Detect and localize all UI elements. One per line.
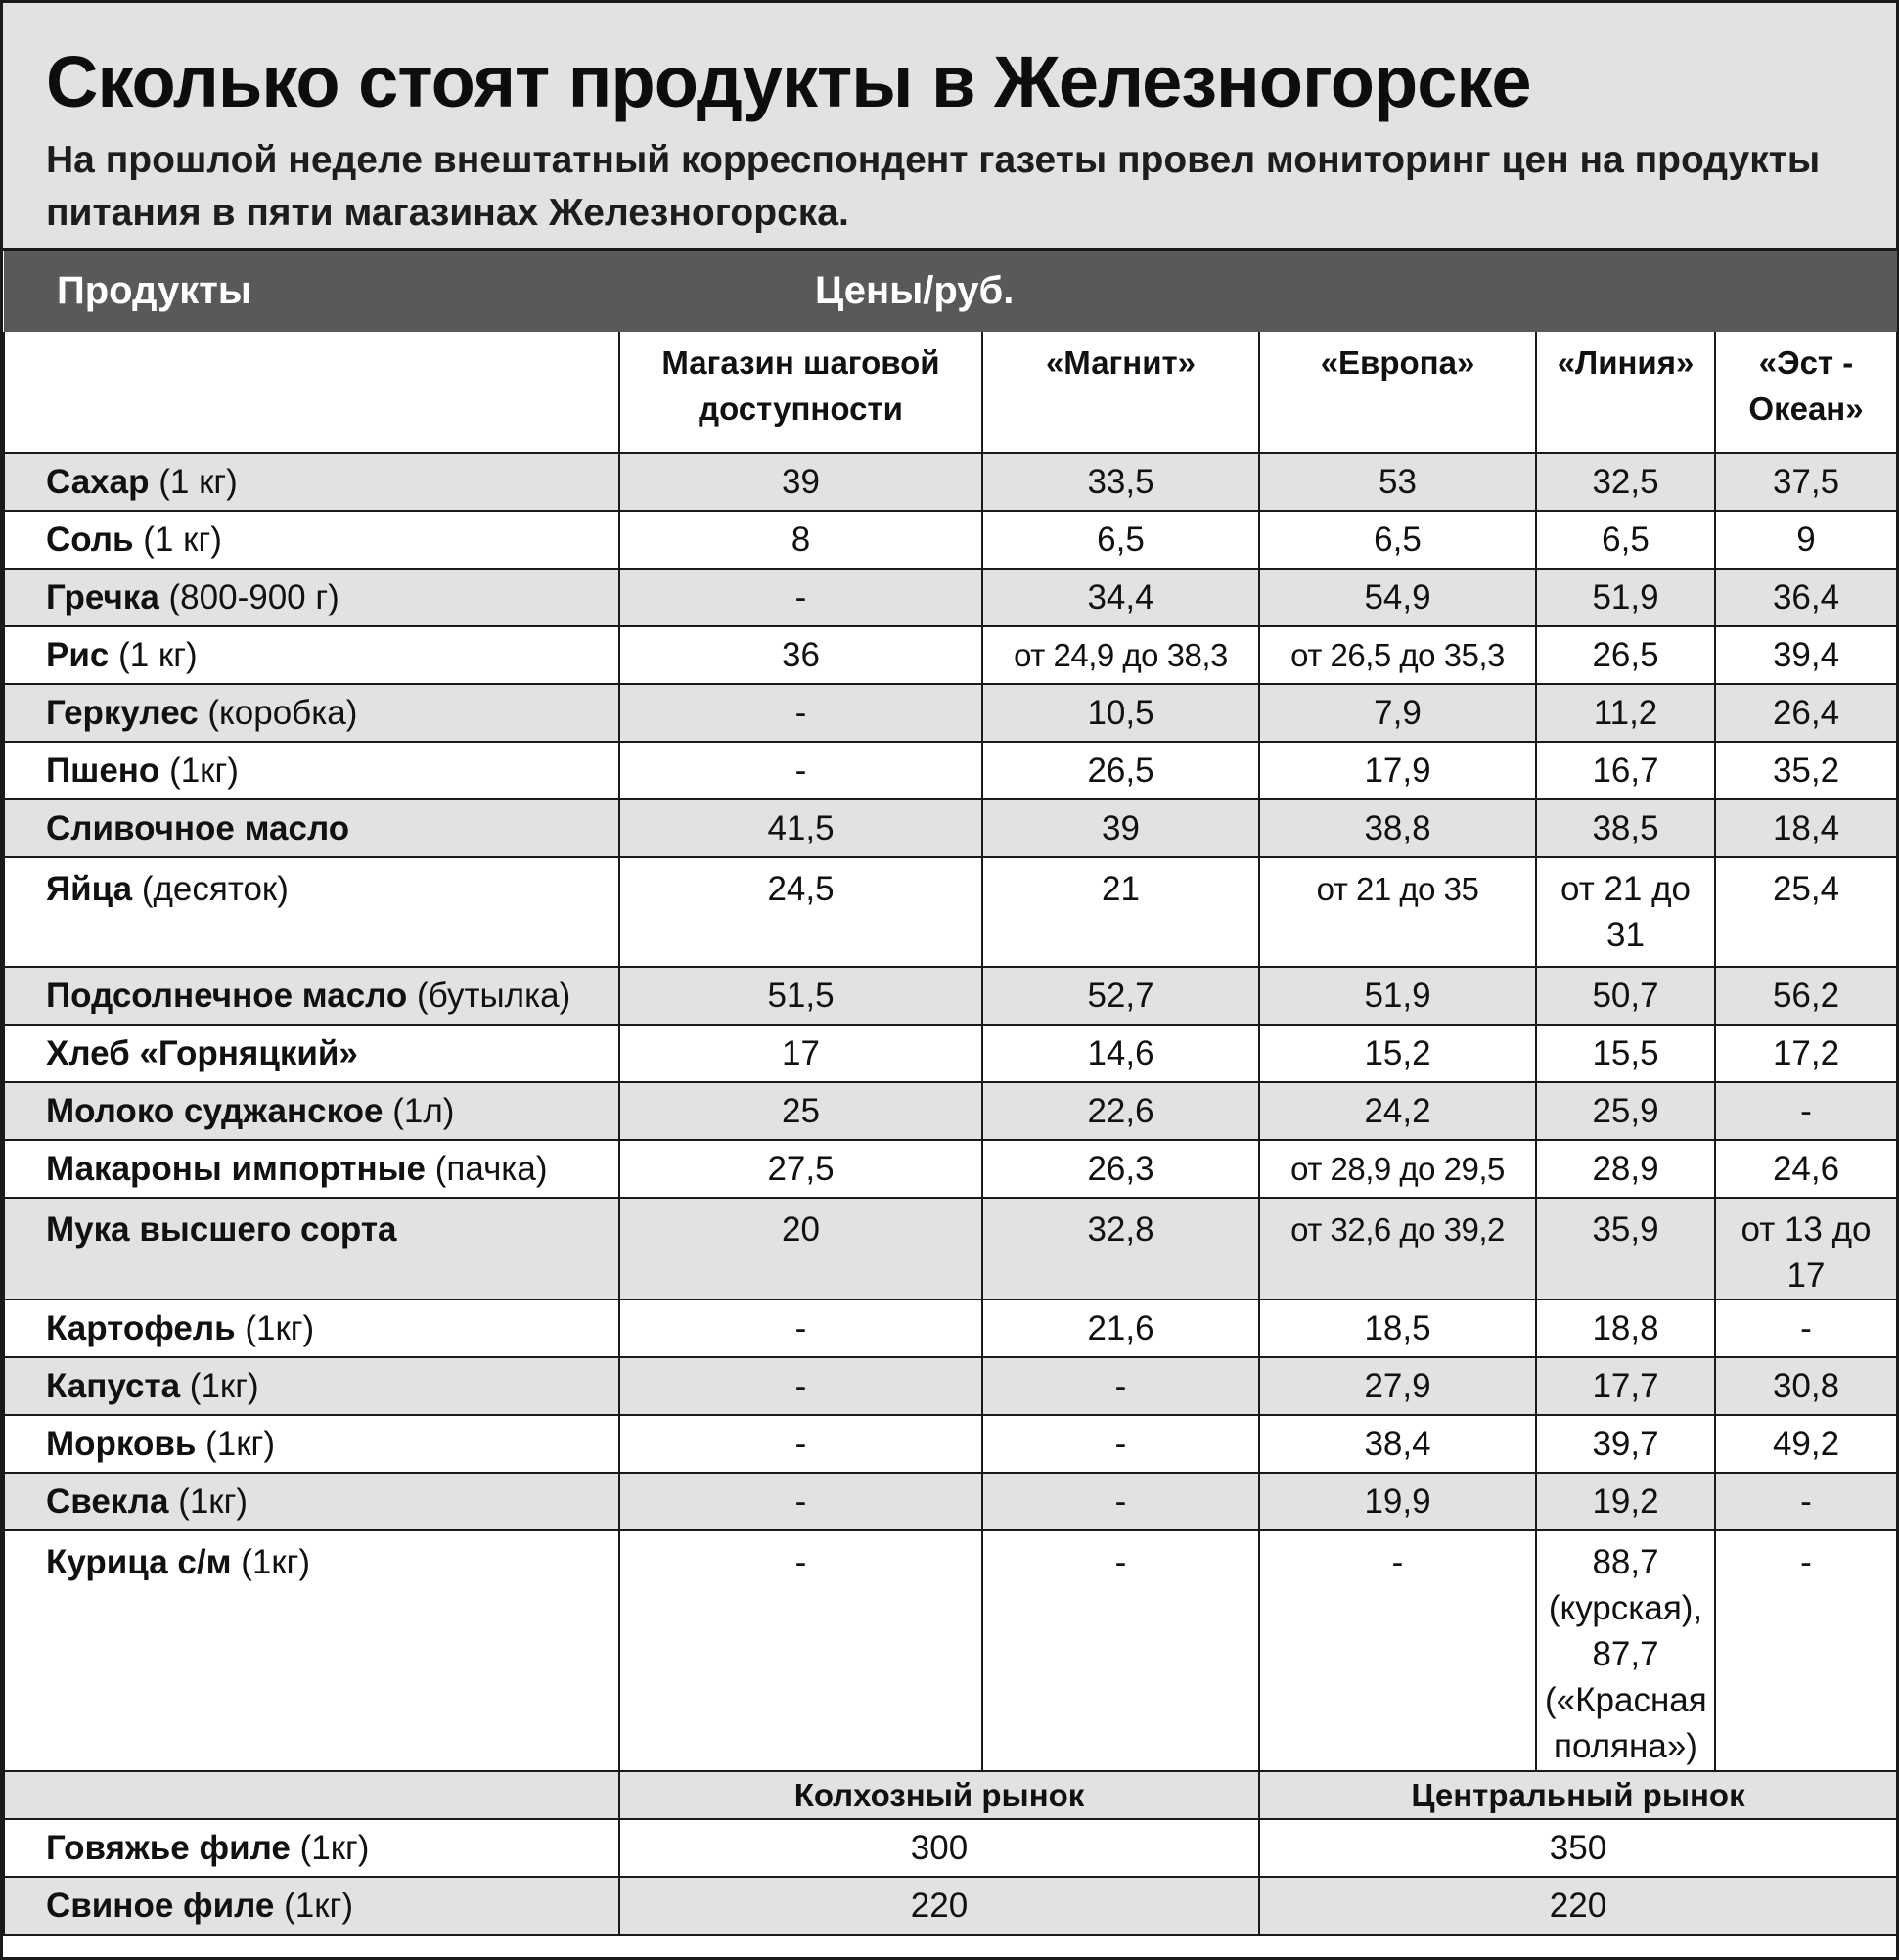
table-row xyxy=(4,857,1897,967)
price-cell: 51,9 xyxy=(1259,967,1536,1025)
price-cell: 50,7 xyxy=(1536,967,1715,1025)
product-name-cell xyxy=(4,1877,619,1935)
price-cell: 41,5 xyxy=(619,799,982,857)
market-name: Центральный рынок xyxy=(1259,1771,1897,1819)
price-cell: - xyxy=(619,569,982,626)
page-subtitle: На прошлой неделе внештатный корреспондент газеты провел мониторинг цен на продукты питания в пяти магазинах Железногорска. xyxy=(46,139,1821,234)
price-cell: от 28,9 до 29,5 xyxy=(1259,1140,1536,1198)
price-cell: 56,2 xyxy=(1715,967,1897,1025)
price-cell: - xyxy=(1715,1473,1897,1530)
price-cell: 10,5 xyxy=(982,684,1259,742)
price-cell: 11,2 xyxy=(1536,684,1715,742)
product-name-cell xyxy=(4,1082,619,1140)
price-cell: 21 xyxy=(982,857,1259,967)
product-name: Морковь xyxy=(46,1424,197,1463)
product-name: Макароны импортные xyxy=(46,1149,427,1188)
price-cell: 30,8 xyxy=(1715,1357,1897,1415)
product-unit: (1кг) xyxy=(284,1886,353,1925)
store-name: «Линия» xyxy=(1536,332,1715,453)
price-cell: 24,2 xyxy=(1259,1082,1536,1140)
price-cell: - xyxy=(619,1415,982,1473)
price-cell: 26,3 xyxy=(982,1140,1259,1198)
product-unit: (1кг) xyxy=(245,1308,315,1347)
price-cell: - xyxy=(619,1473,982,1530)
price-cell: 6,5 xyxy=(982,511,1259,569)
price-cell: 35,9 xyxy=(1536,1198,1715,1299)
price-cell: 16,7 xyxy=(1536,742,1715,799)
product-name: Хлеб «Горняцкий» xyxy=(46,1033,358,1072)
product-unit: (1кг) xyxy=(299,1828,370,1867)
price-cell: 6,5 xyxy=(1536,511,1715,569)
price-cell: 18,8 xyxy=(1536,1299,1715,1357)
column-header-prices: Цены/руб. xyxy=(619,251,1897,332)
table-row xyxy=(4,1415,1897,1473)
product-name: Курица с/м xyxy=(46,1543,232,1581)
product-name: Сахар xyxy=(46,462,150,501)
product-name-cell xyxy=(4,1530,619,1771)
price-cell: - xyxy=(619,1530,982,1771)
product-name: Картофель xyxy=(46,1308,236,1347)
price-cell: 24,6 xyxy=(1715,1140,1897,1198)
price-cell: 15,5 xyxy=(1536,1025,1715,1082)
price-cell: 24,5 xyxy=(619,857,982,967)
price-table xyxy=(3,251,1898,1936)
product-name: Сливочное масло xyxy=(46,808,350,847)
table-row xyxy=(4,453,1897,511)
stores-header-empty xyxy=(4,332,619,453)
markets-header-empty xyxy=(4,1771,619,1819)
page-title: Сколько стоят продукты в Железногорске xyxy=(46,41,1531,122)
product-name-cell xyxy=(4,1415,619,1473)
markets-header-row xyxy=(4,1771,1897,1819)
product-name: Молоко суджанское xyxy=(46,1091,384,1130)
product-rows xyxy=(4,453,1897,1771)
price-cell: 26,4 xyxy=(1715,684,1897,742)
price-cell: - xyxy=(619,742,982,799)
price-cell: 51,9 xyxy=(1536,569,1715,626)
price-cell: 27,9 xyxy=(1259,1357,1536,1415)
product-name-cell xyxy=(4,684,619,742)
product-name-cell xyxy=(4,569,619,626)
price-cell: 9 xyxy=(1715,511,1897,569)
product-name: Мука высшего сорта xyxy=(46,1210,397,1249)
price-cell: 22,6 xyxy=(982,1082,1259,1140)
table-row xyxy=(4,1198,1897,1299)
product-unit: (десяток) xyxy=(141,870,289,908)
store-name: «Эст - Океан» xyxy=(1715,332,1897,453)
price-cell: 38,4 xyxy=(1259,1415,1536,1473)
product-name: Рис xyxy=(46,635,110,674)
price-cell: 88,7 (курская), 87,7 («Красная поляна») xyxy=(1536,1530,1715,1771)
product-name: Геркулес xyxy=(46,693,199,732)
table-row xyxy=(4,742,1897,799)
price-cell: 18,5 xyxy=(1259,1299,1536,1357)
market-rows xyxy=(4,1819,1897,1935)
price-cell: 39 xyxy=(982,799,1259,857)
product-unit: (1 кг) xyxy=(118,635,198,674)
price-cell: 39,4 xyxy=(1715,626,1897,684)
table-row xyxy=(4,684,1897,742)
price-cell: 53 xyxy=(1259,453,1536,511)
product-unit: (1кг) xyxy=(169,751,239,790)
table-row xyxy=(4,799,1897,857)
table-row xyxy=(4,511,1897,569)
price-cell: 38,8 xyxy=(1259,799,1536,857)
price-cell: 34,4 xyxy=(982,569,1259,626)
price-cell: - xyxy=(1715,1082,1897,1140)
price-cell: 7,9 xyxy=(1259,684,1536,742)
product-name: Пшено xyxy=(46,751,160,790)
price-cell: 51,5 xyxy=(619,967,982,1025)
table-header-row xyxy=(4,251,1897,332)
market-row xyxy=(4,1877,1897,1935)
table-row xyxy=(4,1299,1897,1357)
product-unit: (1кг) xyxy=(189,1366,259,1405)
price-cell: - xyxy=(982,1530,1259,1771)
price-cell: 21,6 xyxy=(982,1299,1259,1357)
product-name: Соль xyxy=(46,520,134,559)
price-cell: - xyxy=(619,1299,982,1357)
price-cell: 33,5 xyxy=(982,453,1259,511)
price-cell: 35,2 xyxy=(1715,742,1897,799)
price-cell: от 26,5 до 35,3 xyxy=(1259,626,1536,684)
price-cell: 17,7 xyxy=(1536,1357,1715,1415)
product-name-cell xyxy=(4,799,619,857)
price-cell: 37,5 xyxy=(1715,453,1897,511)
product-name-cell xyxy=(4,1473,619,1530)
price-cell: от 21 до 31 xyxy=(1536,857,1715,967)
product-name-cell xyxy=(4,626,619,684)
store-name: «Европа» xyxy=(1259,332,1536,453)
price-cell: 18,4 xyxy=(1715,799,1897,857)
price-cell: - xyxy=(982,1415,1259,1473)
product-name: Свиное филе xyxy=(46,1886,275,1925)
column-header-products xyxy=(4,251,619,332)
price-cell: 19,2 xyxy=(1536,1473,1715,1530)
table-row xyxy=(4,626,1897,684)
product-name-cell xyxy=(4,1198,619,1299)
product-name: Подсолнечное масло xyxy=(46,976,408,1015)
price-cell: от 21 до 35 xyxy=(1259,857,1536,967)
price-cell: от 24,9 до 38,3 xyxy=(982,626,1259,684)
price-cell: 19,9 xyxy=(1259,1473,1536,1530)
product-name-cell xyxy=(4,1140,619,1198)
table-row xyxy=(4,1530,1897,1771)
product-unit: (1 кг) xyxy=(158,462,238,501)
product-unit: (1кг) xyxy=(241,1543,311,1581)
table-row xyxy=(4,1140,1897,1198)
price-cell: 54,9 xyxy=(1259,569,1536,626)
product-name-cell xyxy=(4,1819,619,1877)
column-header-products-label: Продукты xyxy=(57,269,251,312)
product-name-cell xyxy=(4,1357,619,1415)
price-cell: 52,7 xyxy=(982,967,1259,1025)
price-cell: 220 xyxy=(619,1877,1259,1935)
header-block xyxy=(3,3,1896,251)
store-name: «Магнит» xyxy=(982,332,1259,453)
table-row xyxy=(4,1473,1897,1530)
stores-header-row xyxy=(4,332,1897,453)
price-cell: 6,5 xyxy=(1259,511,1536,569)
price-cell: 26,5 xyxy=(1536,626,1715,684)
product-unit: (1л) xyxy=(392,1091,455,1130)
price-cell: - xyxy=(982,1357,1259,1415)
table-row xyxy=(4,1357,1897,1415)
price-cell: - xyxy=(982,1473,1259,1530)
price-cell: 14,6 xyxy=(982,1025,1259,1082)
product-name: Яйца xyxy=(46,870,133,908)
store-name: Магазин шаговой доступности xyxy=(619,332,982,453)
product-name: Говяжье филе xyxy=(46,1828,291,1867)
price-cell: 32,5 xyxy=(1536,453,1715,511)
price-cell: - xyxy=(1259,1530,1536,1771)
price-cell: 17,2 xyxy=(1715,1025,1897,1082)
table-row xyxy=(4,569,1897,626)
price-cell: 39,7 xyxy=(1536,1415,1715,1473)
market-name: Колхозный рынок xyxy=(619,1771,1259,1819)
product-unit: (1кг) xyxy=(205,1424,275,1463)
price-cell: от 13 до 17 xyxy=(1715,1198,1897,1299)
price-cell: 17,9 xyxy=(1259,742,1536,799)
price-cell: 32,8 xyxy=(982,1198,1259,1299)
product-name-cell xyxy=(4,1299,619,1357)
market-row xyxy=(4,1819,1897,1877)
price-cell: 25,9 xyxy=(1536,1082,1715,1140)
product-name-cell xyxy=(4,967,619,1025)
price-cell: - xyxy=(619,684,982,742)
price-cell: 17 xyxy=(619,1025,982,1082)
product-name-cell xyxy=(4,857,619,967)
table-row xyxy=(4,967,1897,1025)
product-name-cell xyxy=(4,511,619,569)
price-cell: 25,4 xyxy=(1715,857,1897,967)
product-unit: (пачка) xyxy=(434,1149,548,1188)
table-row xyxy=(4,1025,1897,1082)
price-cell: 38,5 xyxy=(1536,799,1715,857)
price-cell: 36 xyxy=(619,626,982,684)
product-unit: (800-900 г) xyxy=(168,577,339,616)
price-cell: 25 xyxy=(619,1082,982,1140)
table-row xyxy=(4,1082,1897,1140)
price-cell: 15,2 xyxy=(1259,1025,1536,1082)
price-cell: - xyxy=(619,1357,982,1415)
price-cell: 300 xyxy=(619,1819,1259,1877)
price-cell: 220 xyxy=(1259,1877,1897,1935)
price-cell: 350 xyxy=(1259,1819,1897,1877)
product-unit: (коробка) xyxy=(207,693,358,732)
product-name: Свекла xyxy=(46,1481,169,1521)
product-name: Капуста xyxy=(46,1366,181,1405)
product-name-cell xyxy=(4,1025,619,1082)
price-cell: 27,5 xyxy=(619,1140,982,1198)
product-name-cell xyxy=(4,453,619,511)
price-cell: 8 xyxy=(619,511,982,569)
product-name: Гречка xyxy=(46,577,159,616)
price-cell: от 32,6 до 39,2 xyxy=(1259,1198,1536,1299)
product-name-cell xyxy=(4,742,619,799)
price-cell: - xyxy=(1715,1299,1897,1357)
product-unit: (1 кг) xyxy=(143,520,222,559)
price-cell: 28,9 xyxy=(1536,1140,1715,1198)
price-cell: 36,4 xyxy=(1715,569,1897,626)
price-cell: 26,5 xyxy=(982,742,1259,799)
price-cell: 20 xyxy=(619,1198,982,1299)
price-cell: - xyxy=(1715,1530,1897,1771)
price-cell: 49,2 xyxy=(1715,1415,1897,1473)
product-unit: (бутылка) xyxy=(417,976,571,1015)
product-unit: (1кг) xyxy=(178,1481,249,1521)
price-cell: 39 xyxy=(619,453,982,511)
